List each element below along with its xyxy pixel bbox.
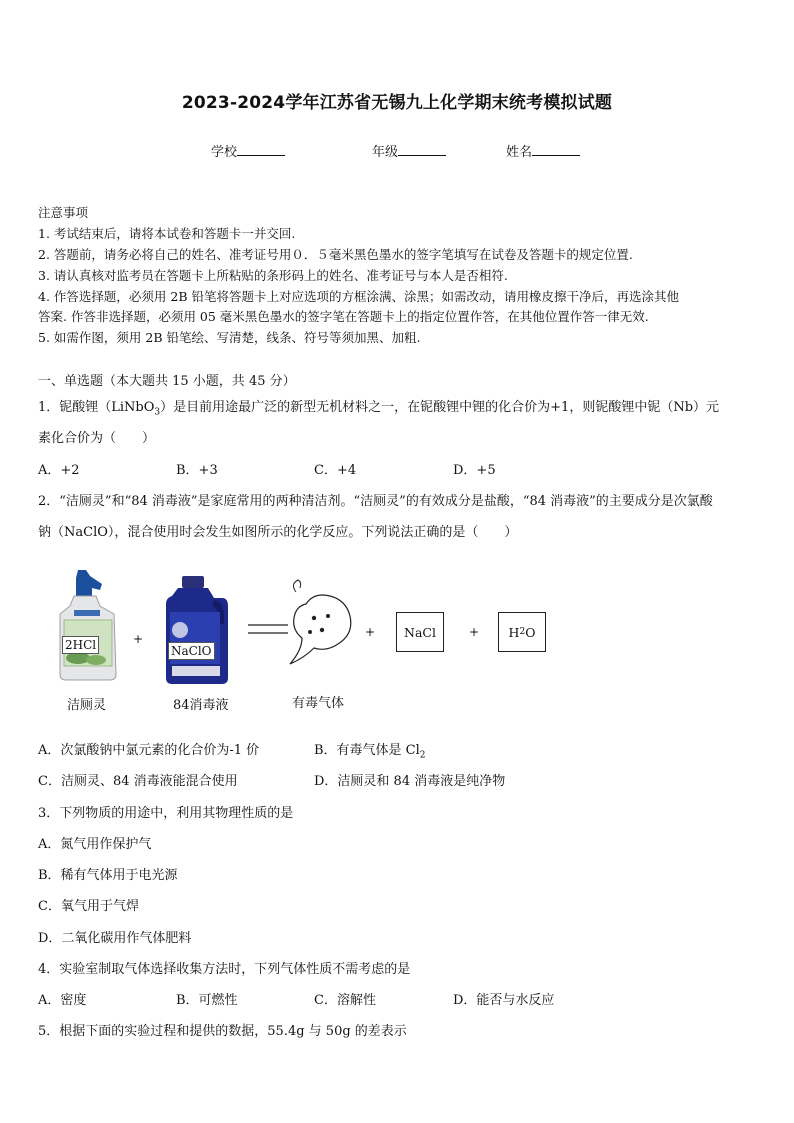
question-4-stem: 4．实验室制取气体选择收集方法时，下列气体性质不需考虑的是 <box>38 962 411 977</box>
q2-option-b-text: B．有毒气体是 Cl <box>314 743 420 758</box>
plus-sign: + <box>469 625 480 639</box>
notice-item: 3. 请认真核对监考员在答题卡上所粘贴的条形码上的姓名、准考证号与本人是否相符. <box>38 268 508 283</box>
q2-option-a: A．次氯酸钠中氯元素的化合价为-1 价 <box>38 743 260 758</box>
school-field <box>211 141 285 160</box>
water-subscript: 2 <box>519 627 526 637</box>
gas-caption: 有毒气体 <box>292 696 345 711</box>
water-h: H <box>508 624 520 640</box>
q4-option-c: C．溶解性 <box>314 993 376 1008</box>
school-label: 学校 <box>211 145 238 160</box>
notice-item: 1. 考试结束后，请将本试卷和答题卡一并交回. <box>38 226 296 241</box>
q4-option-b: B．可燃性 <box>176 993 238 1008</box>
question-1-stem <box>38 396 719 418</box>
notice-item: 4. 作答选择题，必须用 2B 铅笔将答题卡上对应选项的方框涂满、涂黑；如需改动，请用橡皮擦干净后，再选涂其他 <box>38 289 679 304</box>
q1-text-post: ）是目前用途最广泛的新型无机材料之一，在铌酸锂中锂的化合价为+1，则铌酸锂中铌（Nb）元 <box>160 400 720 415</box>
q1-option-c: C．+4 <box>314 463 357 478</box>
bottle2-formula: NaClO <box>168 642 215 660</box>
toilet-cleaner-bottle-icon <box>56 566 122 682</box>
grade-label: 年级 <box>372 145 399 160</box>
question-3-stem: 3．下列物质的用途中，利用其物理性质的是 <box>38 806 294 821</box>
bottle2-caption: 84消毒液 <box>173 698 229 713</box>
q2-option-d: D．洁厕灵和 84 消毒液是纯净物 <box>314 774 506 789</box>
question-2-stem-cont: 钠（NaClO），混合使用时会发生如图所示的化学反应。下列说法正确的是（ ） <box>38 525 518 540</box>
disinfectant-bottle-icon <box>164 574 232 686</box>
q1-option-b: B．+3 <box>176 463 218 478</box>
product-water-box <box>498 612 546 652</box>
toxic-gas-icon <box>284 578 362 670</box>
grade-blank <box>398 143 446 156</box>
bottle1-caption: 洁厕灵 <box>67 698 107 713</box>
question-1-stem-cont: 素化合价为（ ） <box>38 431 156 446</box>
name-field <box>506 141 580 160</box>
notice-item: 答案. 作答非选择题，必须用 05 毫米黑色墨水的签字笔在答题卡上的指定位置作答，在其他位置作答一律无效. <box>38 309 649 324</box>
school-blank <box>237 143 285 156</box>
q3-option-a: A．氮气用作保护气 <box>38 837 152 852</box>
notice-item: 5. 如需作图，须用 2B 铅笔绘、写清楚，线条、符号等须加黑、加粗. <box>38 330 421 345</box>
student-info-row <box>0 141 794 161</box>
notice-item: 2. 答题前，请务必将自己的姓名、准考证号用０．５毫米黑色墨水的签字笔填写在试卷及答题卡的规定位置. <box>38 247 633 262</box>
product-nacl-box: NaCl <box>396 612 444 652</box>
q4-option-a: A．密度 <box>38 993 87 1008</box>
plus-sign: + <box>365 625 376 639</box>
question-2-stem: 2．“洁厕灵”和“84 消毒液”是家庭常用的两种清洁剂。“洁厕灵”的有效成分是盐酸，“84 消毒液”的主要成分是次氯酸 <box>38 494 713 509</box>
name-blank <box>532 143 580 156</box>
q1-subscript: 3 <box>154 407 161 418</box>
q1-option-a: A．+2 <box>38 463 80 478</box>
question-5-stem: 5．根据下面的实验过程和提供的数据，55.4g 与 50g 的差表示 <box>38 1024 407 1039</box>
name-label: 姓名 <box>506 145 533 160</box>
q1-option-d: D．+5 <box>453 463 496 478</box>
bottle1-formula: 2HCl <box>62 636 99 654</box>
q1-text-pre: 1．铌酸锂（LiNbO <box>38 400 155 415</box>
q2-option-c: C．洁厕灵、84 消毒液能混合使用 <box>38 774 238 789</box>
q4-option-d: D．能否与水反应 <box>453 993 555 1008</box>
water-o: O <box>525 624 536 640</box>
notice-heading: 注意事项 <box>38 205 89 220</box>
equals-sign-icon <box>248 623 288 635</box>
q3-option-d: D．二氧化碳用作气体肥料 <box>38 931 192 946</box>
section-heading: 一、单选题（本大题共 15 小题，共 45 分） <box>38 374 296 389</box>
plus-sign: + <box>133 632 144 646</box>
grade-field <box>372 141 446 160</box>
reaction-figure <box>40 560 560 720</box>
q3-option-c: C．氧气用于气焊 <box>38 899 139 914</box>
exam-title: 2023-2024学年江苏省无锡九上化学期末统考模拟试题 <box>181 93 613 113</box>
q2-option-b <box>314 739 426 761</box>
q2-option-b-subscript: 2 <box>419 750 426 761</box>
q3-option-b: B．稀有气体用于电光源 <box>38 868 178 883</box>
